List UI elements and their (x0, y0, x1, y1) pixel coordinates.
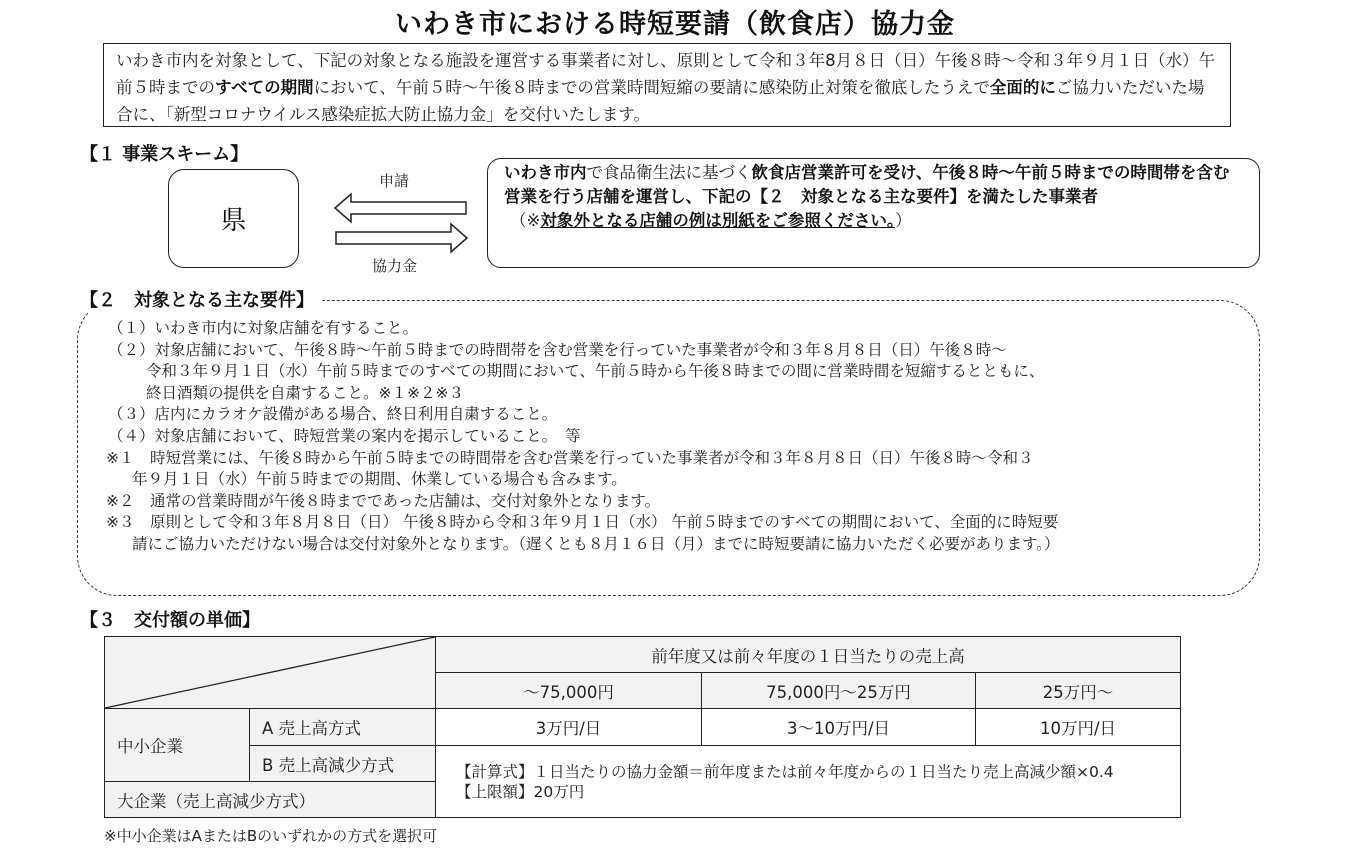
formula-line: 【計算式】１日当たりの協力金額＝前年度または前々年度からの１日当たり売上高減少額×0.4 (456, 762, 1114, 781)
item-label: （１） (108, 319, 155, 337)
item-label: （４） (108, 426, 155, 445)
page-title: いわき市における時短要請（飲食店）協力金 (395, 9, 955, 40)
method-a-high-value: 10万円/日 (976, 709, 1181, 746)
note-text: 原則として令和３年８月８日（日） 午後８時から令和３年９月１日（水） 午前５時までのすべての期間において、全面的に時短要 (150, 513, 1059, 532)
section1-heading: 【１ 事業スキーム】 (80, 140, 256, 166)
method-a-low-value: 3万円/日 (436, 709, 702, 746)
requirement-item-1 (108, 318, 1258, 340)
intro-text-3: ご協力いただいた場合に、「新型コロナウイルス感染症拡大防止協力金」を交付いたします。 (116, 78, 1205, 124)
section2-heading: 【２ 対象となる主な要件】 (80, 286, 322, 312)
formula-cell (436, 746, 1181, 818)
item-text: 店内にカラオケ設備がある場合、終日利用自粛すること。 (154, 405, 558, 424)
prefecture-label: 県 (220, 206, 247, 236)
note-text: 通常の営業時間が午後８時までであった店舗は、交付対象外となります。 (150, 491, 661, 510)
intro-bold-1: すべての期間 (215, 78, 314, 97)
item-text: 終日酒類の提供を自粛すること。※１※２※３ (146, 383, 464, 402)
rate-table (104, 636, 1181, 818)
intro-box (103, 43, 1231, 127)
requirement-item-4 (108, 426, 1258, 448)
item-text: 令和３年９月１日（水）午前５時までのすべての期間において、午前５時から午後８時までの間に営業時間を短縮するとともに、 (146, 362, 1045, 381)
column-header-mid: 75,000円～25万円 (702, 673, 976, 709)
item-label: （３） (108, 405, 155, 424)
target-bold-a: いわき市内 (504, 163, 587, 182)
target-note-suffix: ） (895, 211, 912, 230)
target-business-box (487, 158, 1260, 268)
method-a-mid-value: 3～10万円/日 (702, 709, 976, 746)
section3-heading: 【３ 交付額の単価】 (80, 606, 268, 632)
item-text: 対象店舗において、時短営業の案内を掲示していること。 等 (154, 426, 581, 445)
intro-bold-2: 全面的に (989, 78, 1056, 97)
column-header-low: ～75,000円 (436, 673, 702, 709)
method-a-label: A 売上高方式 (250, 709, 436, 746)
arrow-left-icon (334, 192, 468, 224)
target-note-prefix: （※ (510, 211, 541, 230)
note-text: 時短営業には、午後８時から午前５時までの時間帯を含む営業を行っていた事業者が令和３年８月８日（日）午後８時～令和３ (150, 448, 1034, 467)
item-label: （２） (108, 340, 155, 359)
note-text: 請にご協力いただけない場合は交付対象外となります。（遅くとも８月１６日（月）までに時短要請に協力いただく必要があります。） (132, 534, 1060, 553)
item-text: いわき市内に対象店舗を有すること。 (154, 319, 419, 337)
note-label: ※３ (106, 513, 135, 532)
cap-line: 【上限額】20万円 (456, 782, 585, 801)
sales-header-group: 前年度又は前々年度の１日当たりの売上高 (436, 637, 1181, 673)
diagonal-line-icon (105, 637, 435, 708)
diagonal-corner-cell (105, 637, 436, 709)
note-1 (106, 448, 1258, 491)
prefecture-box (168, 169, 299, 268)
table-footnote: ※中小企業はAまたはBのいずれかの方式を選択可 (104, 827, 438, 845)
method-b-label: B 売上高減少方式 (250, 746, 436, 782)
arrow-right-icon (335, 222, 469, 254)
target-text-a: で食品衛生法に基づく (586, 163, 752, 182)
requirement-item-2 (108, 340, 1258, 405)
note-text: 年９月１日（水）午前５時までの期間、休業している場合も含みます。 (132, 470, 627, 489)
note-3 (106, 512, 1258, 555)
intro-text-2: において、午前５時～午後８時までの営業時間短縮の要請に感染防止対策を徹底したうえで (313, 78, 990, 97)
target-bold-b: 飲食店営業許可を受け、午後８時～午前５時までの時間帯を含む営業を行う店舗を運営し、下記の【２ 対象となる主な要件】を満たした事業者 (504, 163, 1230, 206)
subsidy-arrow-label: 協力金 (372, 257, 418, 275)
item-text: 対象店舗において、午後８時～午前５時までの時間帯を含む営業を行っていた事業者が令和３年８月８日（日）午後８時～ (154, 340, 1007, 359)
apply-arrow-label: 申請 (379, 172, 410, 190)
note-2 (106, 491, 1258, 513)
note-label: ※２ (106, 491, 135, 510)
note-label: ※１ (106, 448, 135, 467)
requirement-item-3 (108, 404, 1258, 426)
requirements-list (108, 318, 1258, 556)
intro-text-1: いわき市内を対象として、下記の対象となる施設を運営する事業者に対し、原則として令和３年8月８日（日）午後８時～令和３年９月１日（水）午前５時までの (116, 51, 1216, 97)
separate-sheet-note: 対象外となる店舗の例は別紙をご参照ください。 (540, 211, 896, 230)
column-header-high: 25万円～ (976, 673, 1181, 709)
sme-label: 中小企業 (105, 709, 250, 782)
large-enterprise-label: 大企業（売上高減少方式） (105, 782, 436, 818)
